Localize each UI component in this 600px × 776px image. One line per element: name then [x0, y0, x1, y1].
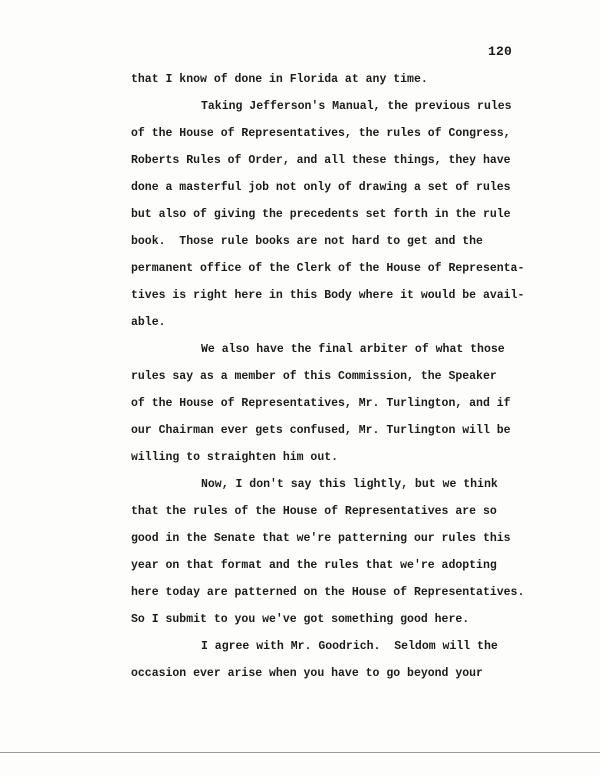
text-line: of the House of Representatives, the rules of Congress,	[131, 127, 511, 140]
text-line: Roberts Rules of Order, and all these things, they have	[131, 154, 511, 167]
text-line: tives is right here in this Body where it would be avail-	[131, 289, 525, 302]
paragraph-start-line: We also have the final arbiter of what those	[201, 343, 505, 356]
text-line: year on that format and the rules that we're adopting	[131, 559, 497, 572]
text-line: that the rules of the House of Representatives are so	[131, 505, 497, 518]
page-bottom-edge	[0, 752, 600, 753]
text-line: willing to straighten him out.	[131, 451, 339, 464]
text-line: but also of giving the precedents set forth in the rule	[131, 208, 511, 221]
text-line: permanent office of the Clerk of the House of Representa-	[131, 262, 525, 275]
text-line: good in the Senate that we're patterning our rules this	[131, 532, 511, 545]
text-line: done a masterful job not only of drawing a set of rules	[131, 181, 511, 194]
text-line: our Chairman ever gets confused, Mr. Turlington will be	[131, 424, 511, 437]
text-line: occasion ever arise when you have to go beyond your	[131, 667, 483, 680]
text-line: here today are patterned on the House of Representatives.	[131, 586, 525, 599]
text-line: rules say as a member of this Commission, the Speaker	[131, 370, 497, 383]
text-line: able.	[131, 316, 166, 329]
page-number: 120	[488, 44, 513, 59]
text-line: that I know of done in Florida at any time.	[131, 73, 428, 86]
transcript-body	[131, 66, 551, 687]
text-line: of the House of Representatives, Mr. Turlington, and if	[131, 397, 511, 410]
paragraph-start-line: I agree with Mr. Goodrich. Seldom will the	[201, 640, 498, 653]
paragraph-start-line: Now, I don't say this lightly, but we think	[201, 478, 498, 491]
text-line: book. Those rule books are not hard to get and the	[131, 235, 483, 248]
text-line: So I submit to you we've got something good here.	[131, 613, 470, 626]
paragraph-start-line: Taking Jefferson's Manual, the previous rules	[201, 100, 512, 113]
